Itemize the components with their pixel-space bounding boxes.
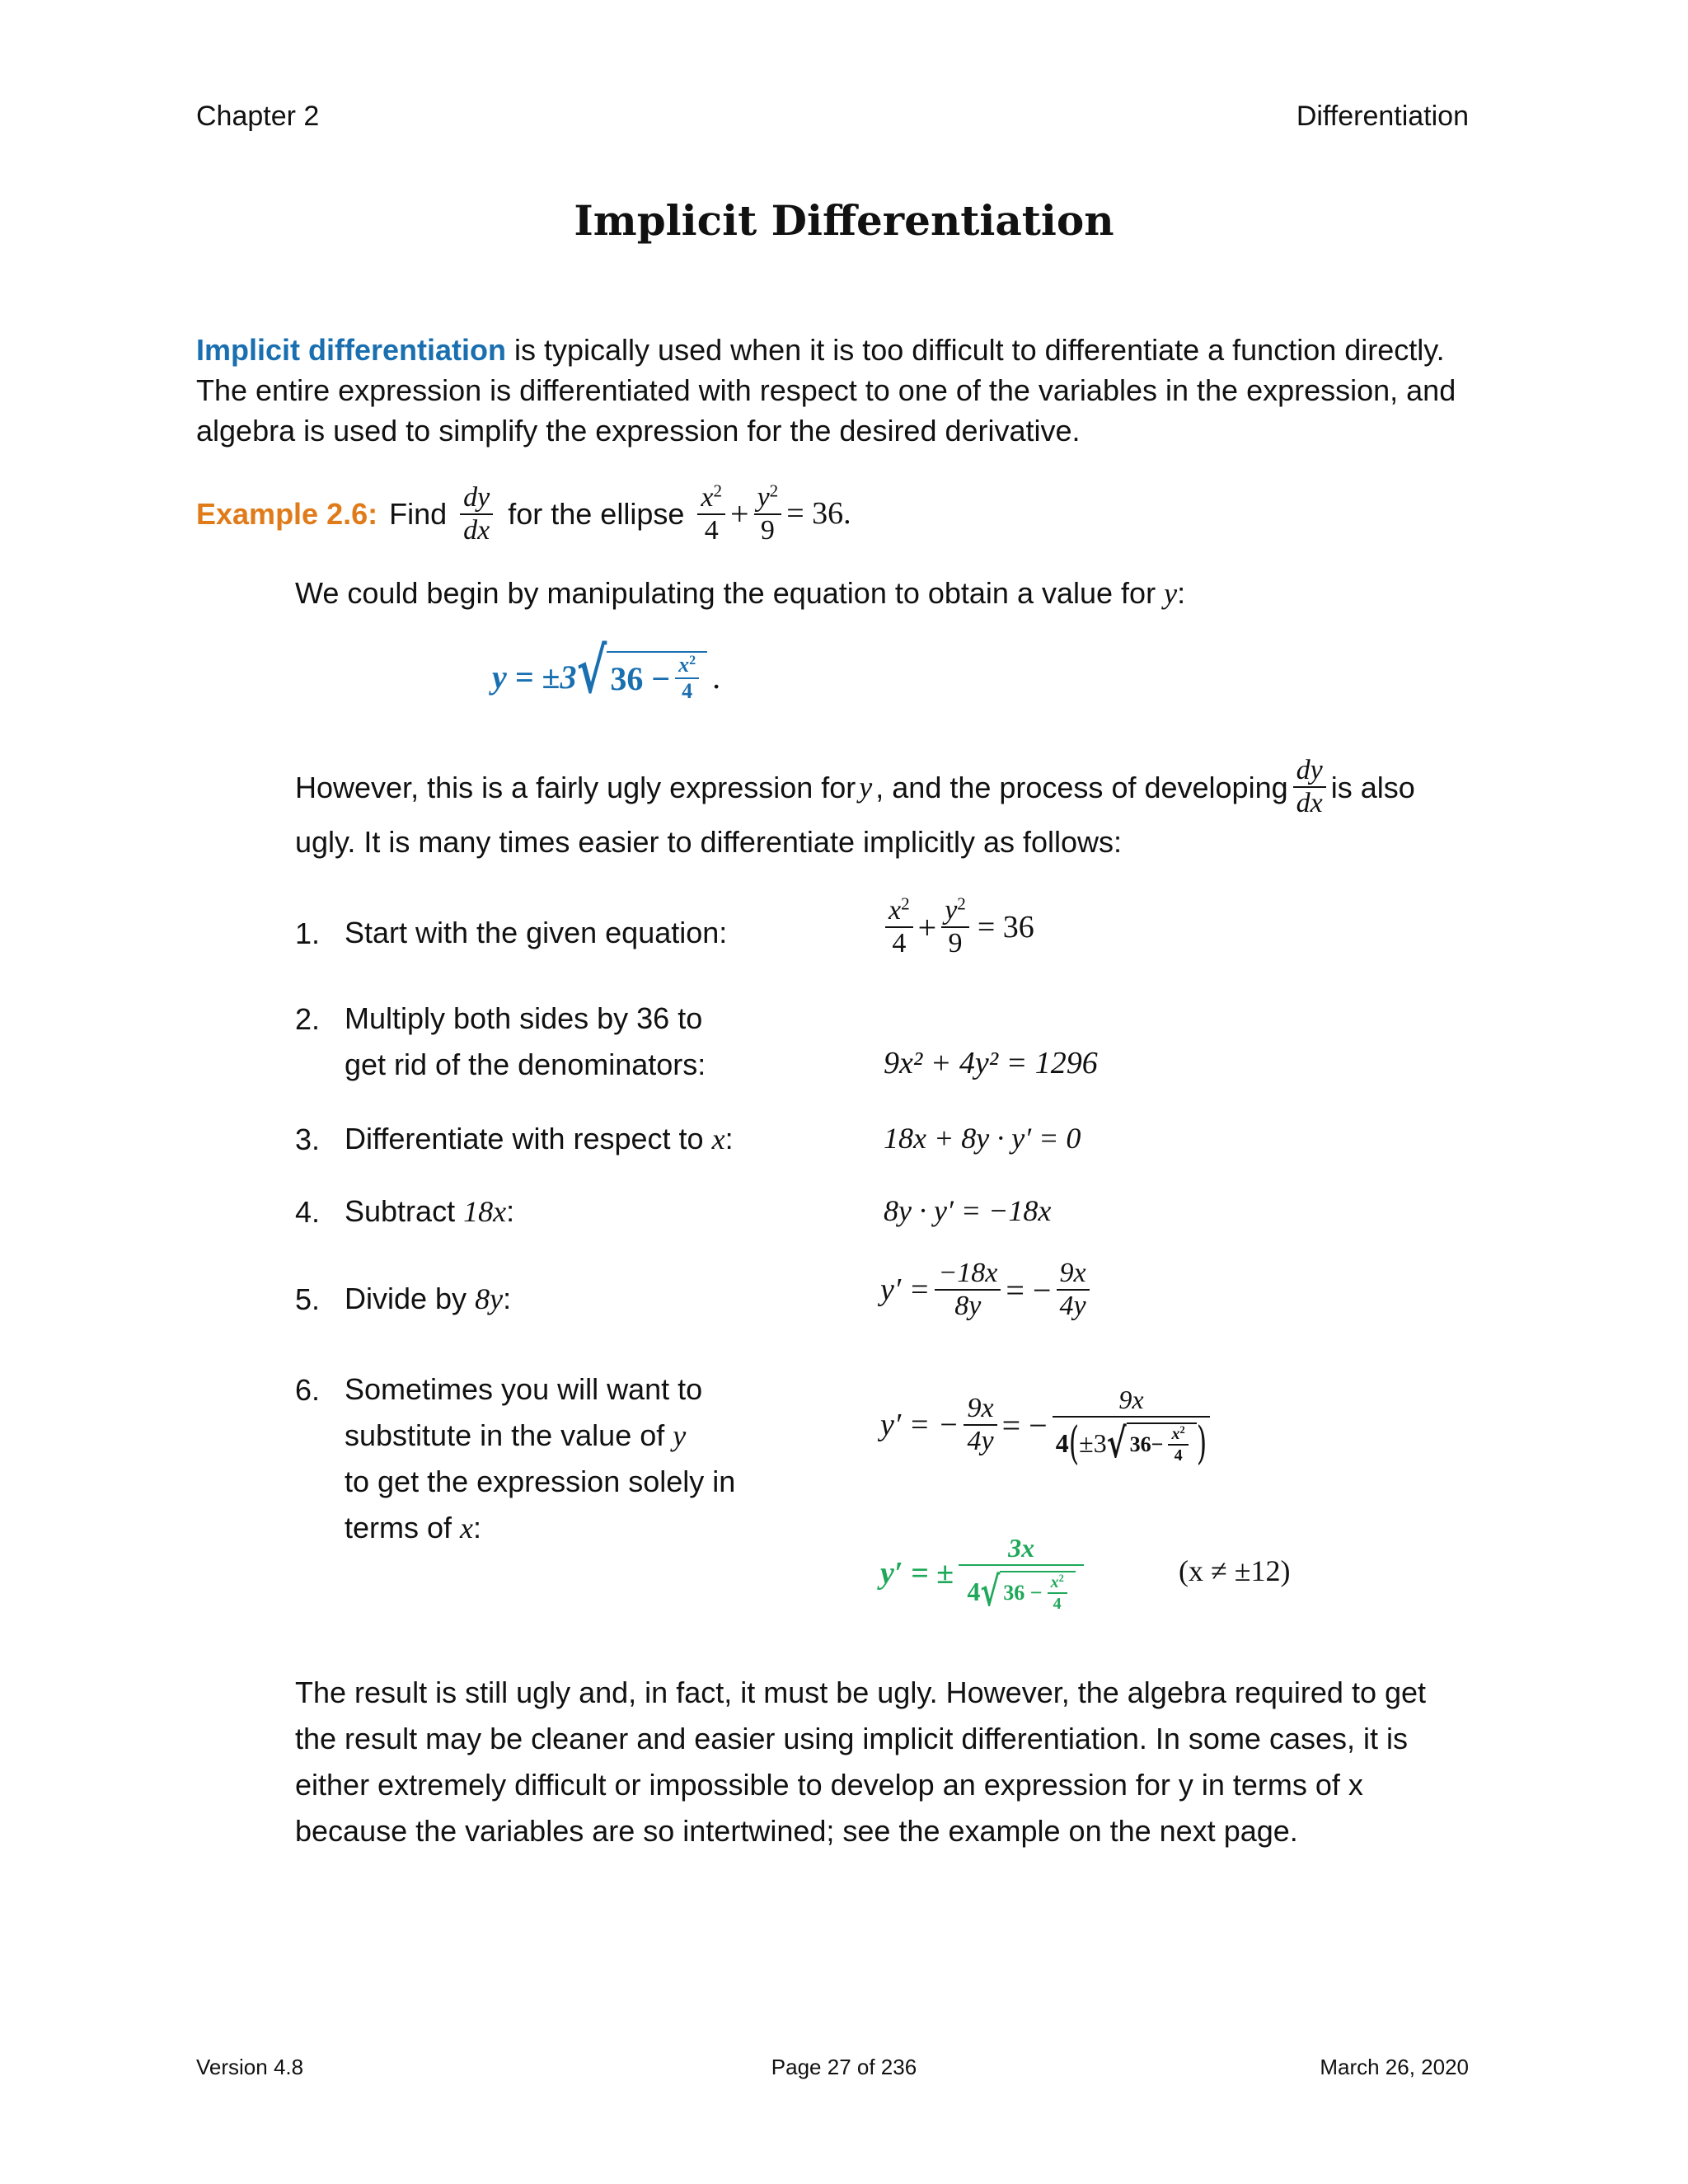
big-den-4: 4: [1055, 1428, 1069, 1458]
example-find: Find: [389, 497, 448, 531]
big-denominator: [1053, 1416, 1210, 1470]
y-var: y: [945, 895, 958, 926]
big-den-36: 36−: [1129, 1432, 1164, 1456]
step-5-fraction-2: [1057, 1259, 1090, 1320]
y-expr-fraction: [675, 654, 699, 702]
y-expr-36: 36 −: [610, 659, 671, 697]
final-den-36: 36 −: [1003, 1581, 1043, 1605]
final-den-x2-4: [1048, 1574, 1067, 1612]
x-var: x: [701, 482, 714, 513]
x-exp: 2: [1179, 1424, 1185, 1436]
step-5-math: [880, 1259, 1095, 1320]
step-5-text: [345, 1276, 511, 1322]
step-2-text-1: Multiply both sides by 36 to: [345, 1001, 703, 1035]
dy-numerator: dy: [1293, 757, 1326, 788]
step-4-var: 18x: [463, 1195, 507, 1228]
x-var: x: [889, 895, 902, 926]
y-explicit-expression: [492, 634, 721, 708]
step-3-text: [345, 1116, 734, 1162]
step-1-rhs: = 36: [977, 910, 1034, 944]
step-6-label-4: terms of: [345, 1511, 452, 1544]
nine-denom: 9: [948, 928, 963, 958]
step-3-math: 18x + 8y · y′ = 0: [884, 1122, 1081, 1155]
however-text-a: However, this is a fairly ugly expression for: [295, 770, 856, 804]
step-3-colon: :: [724, 1122, 734, 1155]
y-var: y: [757, 482, 770, 513]
y-exp: 2: [957, 893, 966, 914]
plus-sign: +: [730, 495, 749, 532]
conclusion-line-4: because the variables are so intertwined; see the example on the next page.: [295, 1814, 1298, 1848]
big-den-sqrt: [1106, 1418, 1197, 1467]
x-var: x: [1050, 1573, 1059, 1591]
however-text-c: is also: [1330, 770, 1415, 804]
y2-over-9-fraction: [941, 893, 969, 958]
y2-over-9-fraction: [754, 480, 782, 546]
final-den-sqrt: [980, 1567, 1075, 1615]
y-expr-lhs: y = ±3: [492, 658, 577, 696]
dy-dx-fraction-2: [1293, 757, 1326, 818]
however-var: y: [859, 770, 873, 804]
step-6-var-4: x: [460, 1511, 474, 1544]
frac-denominator: 4y: [967, 1426, 994, 1456]
final-result: [880, 1533, 1089, 1615]
step-6-math: [880, 1385, 1215, 1470]
x-var: x: [1171, 1425, 1180, 1443]
frac-denominator: 8y: [954, 1291, 982, 1321]
x-var: x: [678, 653, 690, 677]
step-6-fraction: [964, 1394, 996, 1455]
x-exp: 2: [1058, 1572, 1064, 1585]
step-4-label: Subtract: [345, 1194, 456, 1228]
right-paren: ): [1196, 1416, 1207, 1470]
big-den-x2-4: [1168, 1426, 1188, 1464]
four-denom: 4: [892, 928, 907, 958]
step-5-var: 8y: [475, 1282, 504, 1315]
frac-numerator: 9x: [1057, 1259, 1090, 1291]
page-title: Implicit Differentiation: [574, 196, 1114, 245]
step-6-lhs: y′ = −: [880, 1408, 959, 1442]
dy-dx-fraction: [460, 481, 493, 546]
step-3-label: Differentiate with respect to: [345, 1122, 704, 1155]
step-2-text-2: get rid of the denominators:: [345, 1047, 706, 1081]
step-3-number: 3.: [295, 1122, 321, 1156]
conclusion-line-2: the result may be cleaner and easier using implicit differentiation. In some cases, it is: [295, 1722, 1408, 1755]
step-4-text: [345, 1188, 514, 1235]
four-denom: 4: [682, 679, 693, 703]
footer-page-number: Page 27 of 236: [771, 2055, 917, 2079]
step-4-number: 4.: [295, 1195, 321, 1229]
radical-sign: √: [576, 634, 607, 708]
plus-sign: +: [917, 908, 937, 946]
dy-numerator: dy: [460, 484, 493, 515]
four-denom: 4: [1174, 1446, 1183, 1465]
ellipse-rhs: = 36.: [786, 496, 851, 531]
four-denom: 4: [1053, 1595, 1062, 1613]
footer-version: Version 4.8: [196, 2055, 304, 2079]
step-1-math: [880, 893, 1034, 958]
x-exp: 2: [689, 654, 696, 668]
however-line-2: ugly. It is many times easier to differentiate implicitly as follows:: [295, 825, 1123, 859]
final-condition: (x ≠ ±12): [1179, 1554, 1291, 1587]
final-den-4: 4: [967, 1577, 981, 1606]
frac-numerator: 9x: [964, 1394, 996, 1426]
intro-text: is typically used when it is too difficult to differentiate a function directly. The entire expression is differentiated with respect to one of the variables in the expression, and algebra is used to simplify the expression for the desired derivative.: [196, 333, 1456, 448]
intro-paragraph: [196, 330, 1490, 451]
step-6-mid: = −: [1001, 1406, 1048, 1444]
radical-sign: √: [980, 1567, 1001, 1615]
step-2-math: 9x² + 4y² = 1296: [884, 1046, 1098, 1080]
left-paren: (: [1068, 1416, 1080, 1470]
x2-over-4-fraction: [885, 893, 913, 958]
however-text-b: , and the process of developing: [875, 770, 1288, 804]
final-denominator: [964, 1566, 1078, 1615]
step-4-colon: :: [506, 1194, 515, 1228]
x-exp: 2: [713, 480, 723, 501]
step-5-number: 5.: [295, 1282, 321, 1316]
step-5-fraction-1: [935, 1259, 1001, 1320]
conclusion-line-3: either extremely difficult or impossible to develop an expression for y in terms of x: [295, 1768, 1363, 1802]
step-3-var: x: [711, 1122, 725, 1155]
begin-text: We could begin by manipulating the equation to obtain a value for: [295, 576, 1156, 610]
example-for-text: for the ellipse: [508, 497, 685, 531]
y-exp: 2: [769, 480, 779, 501]
conclusion-paragraph: [295, 1670, 1426, 1854]
begin-var: y: [1164, 577, 1178, 610]
frac-numerator: −18x: [935, 1259, 1001, 1291]
begin-colon: :: [1177, 576, 1186, 610]
step-1-number: 1.: [295, 916, 321, 950]
x-exp: 2: [901, 893, 910, 914]
step-6-colon: :: [473, 1511, 482, 1544]
step-6-text-2: [345, 1413, 686, 1459]
step-5-label: Divide by: [345, 1282, 467, 1315]
radical-sign: √: [1106, 1418, 1127, 1467]
step-6-big-fraction: [1053, 1385, 1210, 1470]
intro-term: Implicit differentiation: [196, 333, 507, 367]
example-label: Example 2.6:: [196, 497, 378, 531]
big-numerator: 9x: [1053, 1386, 1209, 1418]
nine-denom: 9: [760, 515, 775, 546]
header-chapter: Chapter 2: [196, 101, 320, 132]
step-6-text-4: [345, 1505, 481, 1551]
step-6-text-3: to get the expression solely in: [345, 1465, 736, 1498]
example-line: [196, 480, 851, 546]
dx-denominator: dx: [463, 514, 490, 546]
dx-denominator: dx: [1296, 788, 1323, 818]
step-2-number: 2.: [295, 1002, 321, 1036]
conclusion-line-1: The result is still ugly and, in fact, it must be ugly. However, the algebra required to get: [295, 1675, 1427, 1709]
step-6-var-2: y: [673, 1419, 687, 1452]
step-5-lhs: y′ =: [880, 1272, 931, 1307]
sqrt-expression: [576, 634, 708, 708]
begin-line: [295, 573, 1185, 614]
step-6-label-2: substitute in the value of: [345, 1418, 665, 1452]
x2-over-4-fraction: [697, 480, 725, 546]
final-lhs: y′ = ±: [880, 1556, 954, 1591]
however-line-1: [295, 757, 1415, 818]
final-numerator: 3x: [959, 1535, 1084, 1566]
step-6-number: 6.: [295, 1373, 321, 1407]
header-section: Differentiation: [1296, 101, 1469, 132]
period: .: [712, 658, 721, 696]
final-fraction: [959, 1533, 1084, 1615]
footer-date: March 26, 2020: [1320, 2055, 1469, 2079]
step-4-math: 8y · y′ = −18x: [884, 1194, 1052, 1227]
step-5-colon: :: [503, 1282, 512, 1315]
step-1-text: Start with the given equation:: [345, 916, 728, 949]
step-5-mid: = −: [1006, 1271, 1052, 1309]
four-denom: 4: [704, 515, 719, 546]
big-den-pm3: ±3: [1079, 1428, 1107, 1458]
frac-denominator: 4y: [1059, 1291, 1086, 1321]
step-6-text-1: Sometimes you will want to: [345, 1372, 703, 1406]
